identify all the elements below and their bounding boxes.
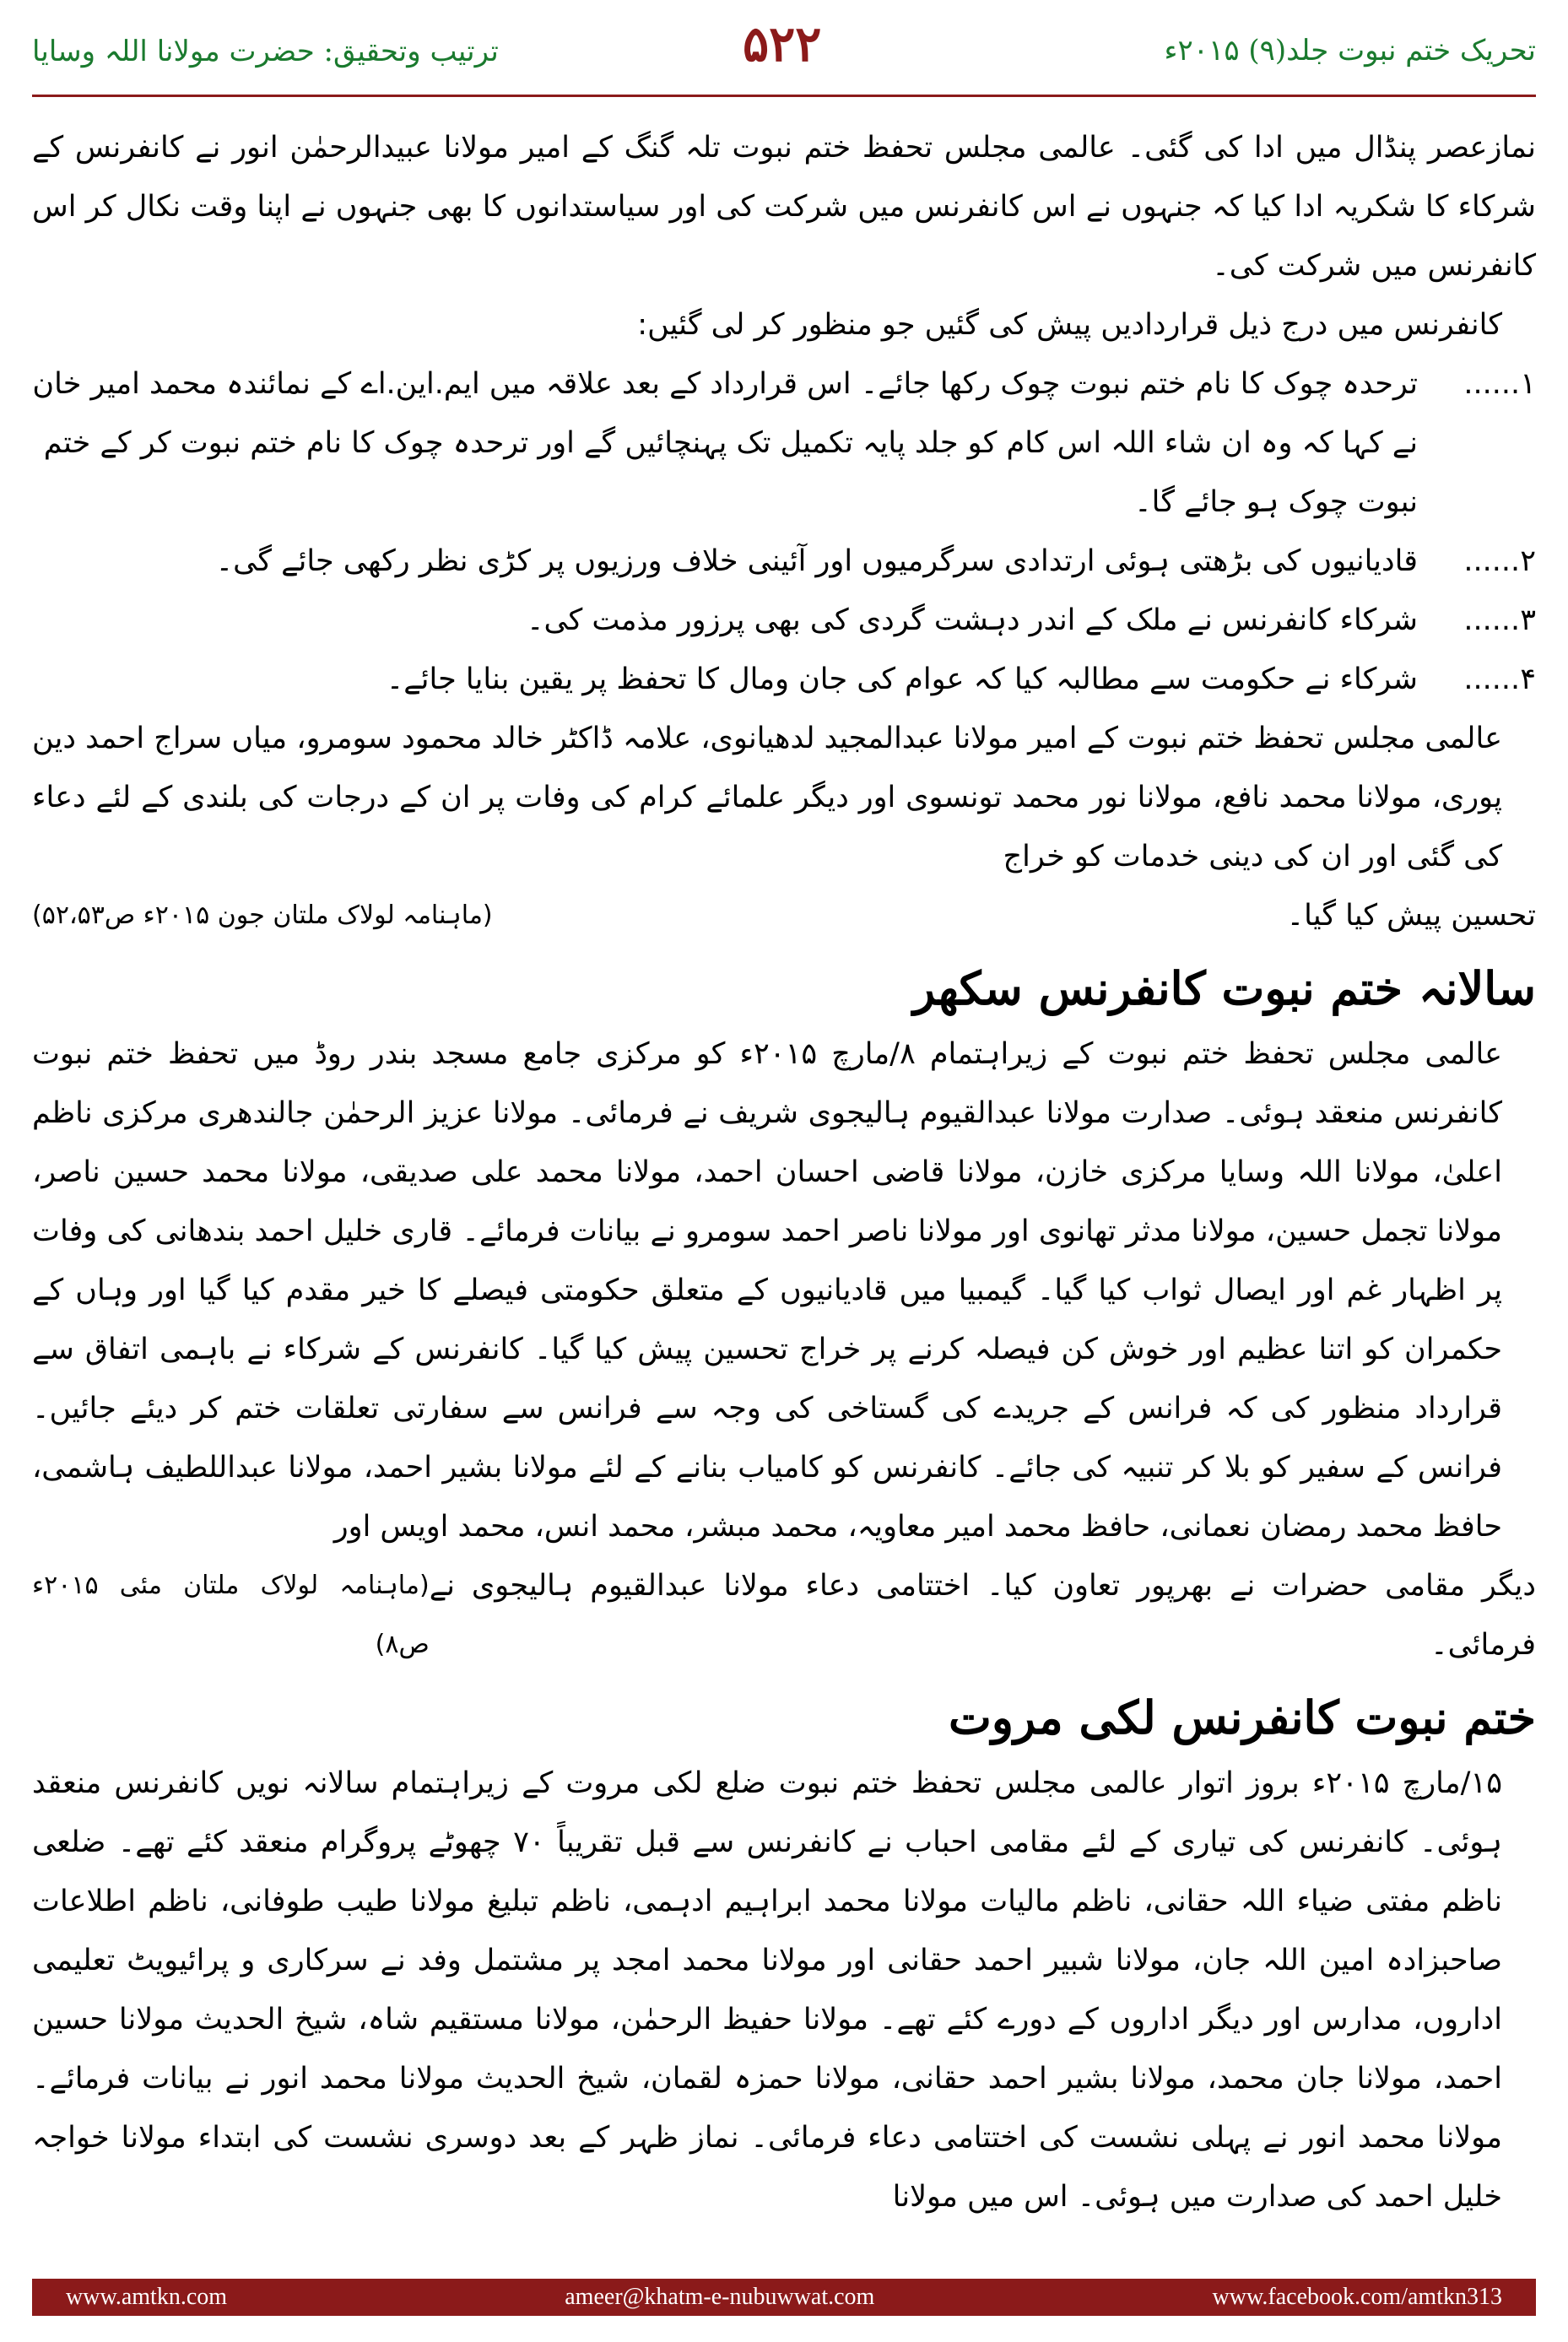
page-body: [32, 118, 1536, 2226]
footer-email-link[interactable]: ameer@khatm-e-nubuwwat.com: [565, 2284, 875, 2310]
header-divider: [32, 95, 1536, 97]
resolution-item: [32, 591, 1536, 650]
paragraph-with-citation: [32, 886, 1536, 945]
resolution-text: شرکاء کانفرنس نے ملک کے اندر دہشت گردی کی بھی پرزور مذمت کی۔: [526, 603, 1418, 637]
resolution-item: [32, 354, 1536, 532]
header-compiler: ترتیب وتحقیق: حضرت مولانا اللہ وسایا: [32, 35, 499, 68]
resolution-item: [32, 532, 1536, 591]
resolution-text: قادیانیوں کی بڑھتی ہوئی ارتدادی سرگرمیوں اور آئینی خلاف ورزیوں پر کڑی نظر رکھی جائے گی۔: [215, 544, 1418, 578]
resolution-number: ۲......: [1463, 544, 1536, 578]
resolution-number: ۴......: [1463, 663, 1536, 696]
paragraph: ۱۵/مارچ ۲۰۱۵ء بروز اتوار عالمی مجلس تحفظ ختم نبوت ضلع لکی مروت کے زیراہتمام سالانہ نویں کانفرنس منعقد ہوئی۔ کانفرنس کی تیاری کے لئے مقامی احباب نے کانفرنس سے قبل تقریباً ۷۰ چھوٹے پروگرام منعقد کئے تھے۔ ضلعی ناظم مفتی ضیاء اللہ حقانی، ناظم مالیات مولانا محمد ابراہیم ادہمی، ناظم تبلیغ مولانا طیب طوفانی، ناظم اطلاعات صاحبزادہ امین اللہ جان، مولانا شبیر احمد حقانی اور مولانا محمد امجد پر مشتمل وفد نے سرکاری و پرائیویٹ تعلیمی اداروں، مدارس اور دیگر اداروں کے دورے کئے تھے۔ مولانا حفیظ الرحمٰن، مولانا مستقیم شاہ، شیخ الحدیث مولانا حسین احمد، مولانا جان محمد، مولانا بشیر احمد حقانی، مولانا حمزہ لقمان، شیخ الحدیث مولانا محمد انور نے بیانات فرمائے۔ مولانا محمد انور نے پہلی نشست کی اختتامی دعاء فرمائی۔ نماز ظہر کے بعد دوسری نشست کی ابتداء مولانا خواجہ خلیل احمد کی صدارت میں ہوئی۔ اس میں مولانا: [32, 1766, 1503, 2214]
header-book-title: تحریک ختم نبوت جلد(۹) ۲۰۱۵ء: [1164, 34, 1536, 68]
footer-facebook-link[interactable]: www.facebook.com/amtkn313: [1212, 2284, 1502, 2310]
paragraph: عالمی مجلس تحفظ ختم نبوت کے امیر مولانا عبدالمجید لدھیانوی، علامہ ڈاکٹر خالد محمود سومرو، میاں سراج احمد دین پوری، مولانا محمد نافع، مولانا نور محمد تونسوی اور دیگر علمائے کرام کی وفات پر ان کے درجات کی بلندی کے لئے دعاء کی گئی اور ان کی دینی خدمات کو خراج: [32, 722, 1502, 874]
resolution-text: ترحدہ چوک کا نام ختم نبوت چوک رکھا جائے۔ اس قرارداد کے بعد علاقہ میں ایم.این.اے کے نمائندہ محمد امیر خان نے کہا کہ وہ ان شاء اللہ اس کام کو جلد پایہ تکمیل تک پہنچائیں گے اور ترحدہ چوک کا نام ختم نبوت کر کے ختم نبوت چوک ہو جائے گا۔: [32, 367, 1418, 519]
source-citation: (ماہنامہ لولاک ملتان جون ۲۰۱۵ء ص۵۲،۵۳): [32, 901, 493, 930]
paragraph-end: دیگر مقامی حضرات نے بھرپور تعاون کیا۔ اختتامی دعاء مولانا عبدالقیوم ہالیجوی نے فرمائی۔: [429, 1569, 1536, 1662]
paragraph-with-citation: [32, 1556, 1536, 1674]
resolution-text: شرکاء نے حکومت سے مطالبہ کیا کہ عوام کی جان ومال کا تحفظ پر یقین بنایا جائے۔: [386, 663, 1418, 696]
paragraph-end: تحسین پیش کیا گیا۔: [1286, 899, 1536, 933]
section-heading: سالانہ ختم نبوت کانفرنس سکھر: [913, 961, 1536, 1015]
source-citation: (ماہنامہ لولاک ملتان مئی ۲۰۱۵ء ص۸): [32, 1571, 430, 1659]
paragraph: کانفرنس میں درج ذیل قراردادیں پیش کی گئیں جو منظور کر لی گئیں:: [637, 308, 1502, 342]
footer-website-link[interactable]: www.amtkn.com: [66, 2284, 228, 2310]
paragraph: عالمی مجلس تحفظ ختم نبوت کے زیراہتمام ۸/مارچ ۲۰۱۵ء کو مرکزی جامع مسجد بندر روڈ میں تحفظ ختم نبوت کانفرنس منعقد ہوئی۔ صدارت مولانا عبدالقیوم ہالیجوی شریف نے فرمائی۔ مولانا عزیز الرحمٰن جالندھری مرکزی ناظم اعلیٰ، مولانا اللہ وسایا مرکزی خازن، مولانا قاضی احسان احمد، مولانا محمد علی صدیقی، مولانا محمد حسین ناصر، مولانا تجمل حسین، مولانا مدثر تھانوی اور مولانا ناصر احمد سومرو نے بیانات فرمائے۔ قاری خلیل احمد بندھانی کی وفات پر اظہار غم اور ایصال ثواب کیا گیا۔ گیمبیا میں قادیانیوں کے متعلق حکومتی فیصلے کا خیر مقدم کیا گیا اور وہاں کے حکمران کو اتنا عظیم اور خوش کن فیصلہ کرنے پر خراج تحسین پیش کیا گیا۔ کانفرنس کے شرکاء نے باہمی اتفاق سے قرارداد منظور کی کہ فرانس کے جریدے کی گستاخی کی وجہ سے فرانس سے سفارتی تعلقات ختم کر دیئے جائیں۔ فرانس کے سفیر کو بلا کر تنبیہ کی جائے۔ کانفرنس کو کامیاب بنانے کے لئے مولانا بشیر احمد، مولانا عبداللطیف ہاشمی، حافظ محمد رمضان نعمانی، حافظ محمد امیر معاویہ، محمد مبشر، محمد انس، محمد اویس اور: [32, 1037, 1503, 1544]
resolution-number: ۱......: [1463, 367, 1536, 401]
resolution-number: ۳......: [1463, 603, 1536, 637]
page-number: ۵۲۲: [743, 15, 822, 73]
paragraph: نمازعصر پنڈال میں ادا کی گئی۔ عالمی مجلس تحفظ ختم نبوت تلہ گنگ کے امیر مولانا عبیدالرحمٰن انور نے کانفرنس کے شرکاء کا شکریہ ادا کیا کہ جنہوں نے اس کانفرنس میں شرکت کی اور سیاستدانوں کا بھی جنہوں نے اپنا وقت نکال کر اس کانفرنس میں شرکت کی۔: [32, 131, 1536, 283]
page-header: [0, 0, 1568, 97]
page-footer: [32, 2279, 1536, 2316]
resolution-item: [32, 650, 1536, 709]
section-heading: ختم نبوت کانفرنس لکی مروت: [949, 1690, 1536, 1744]
